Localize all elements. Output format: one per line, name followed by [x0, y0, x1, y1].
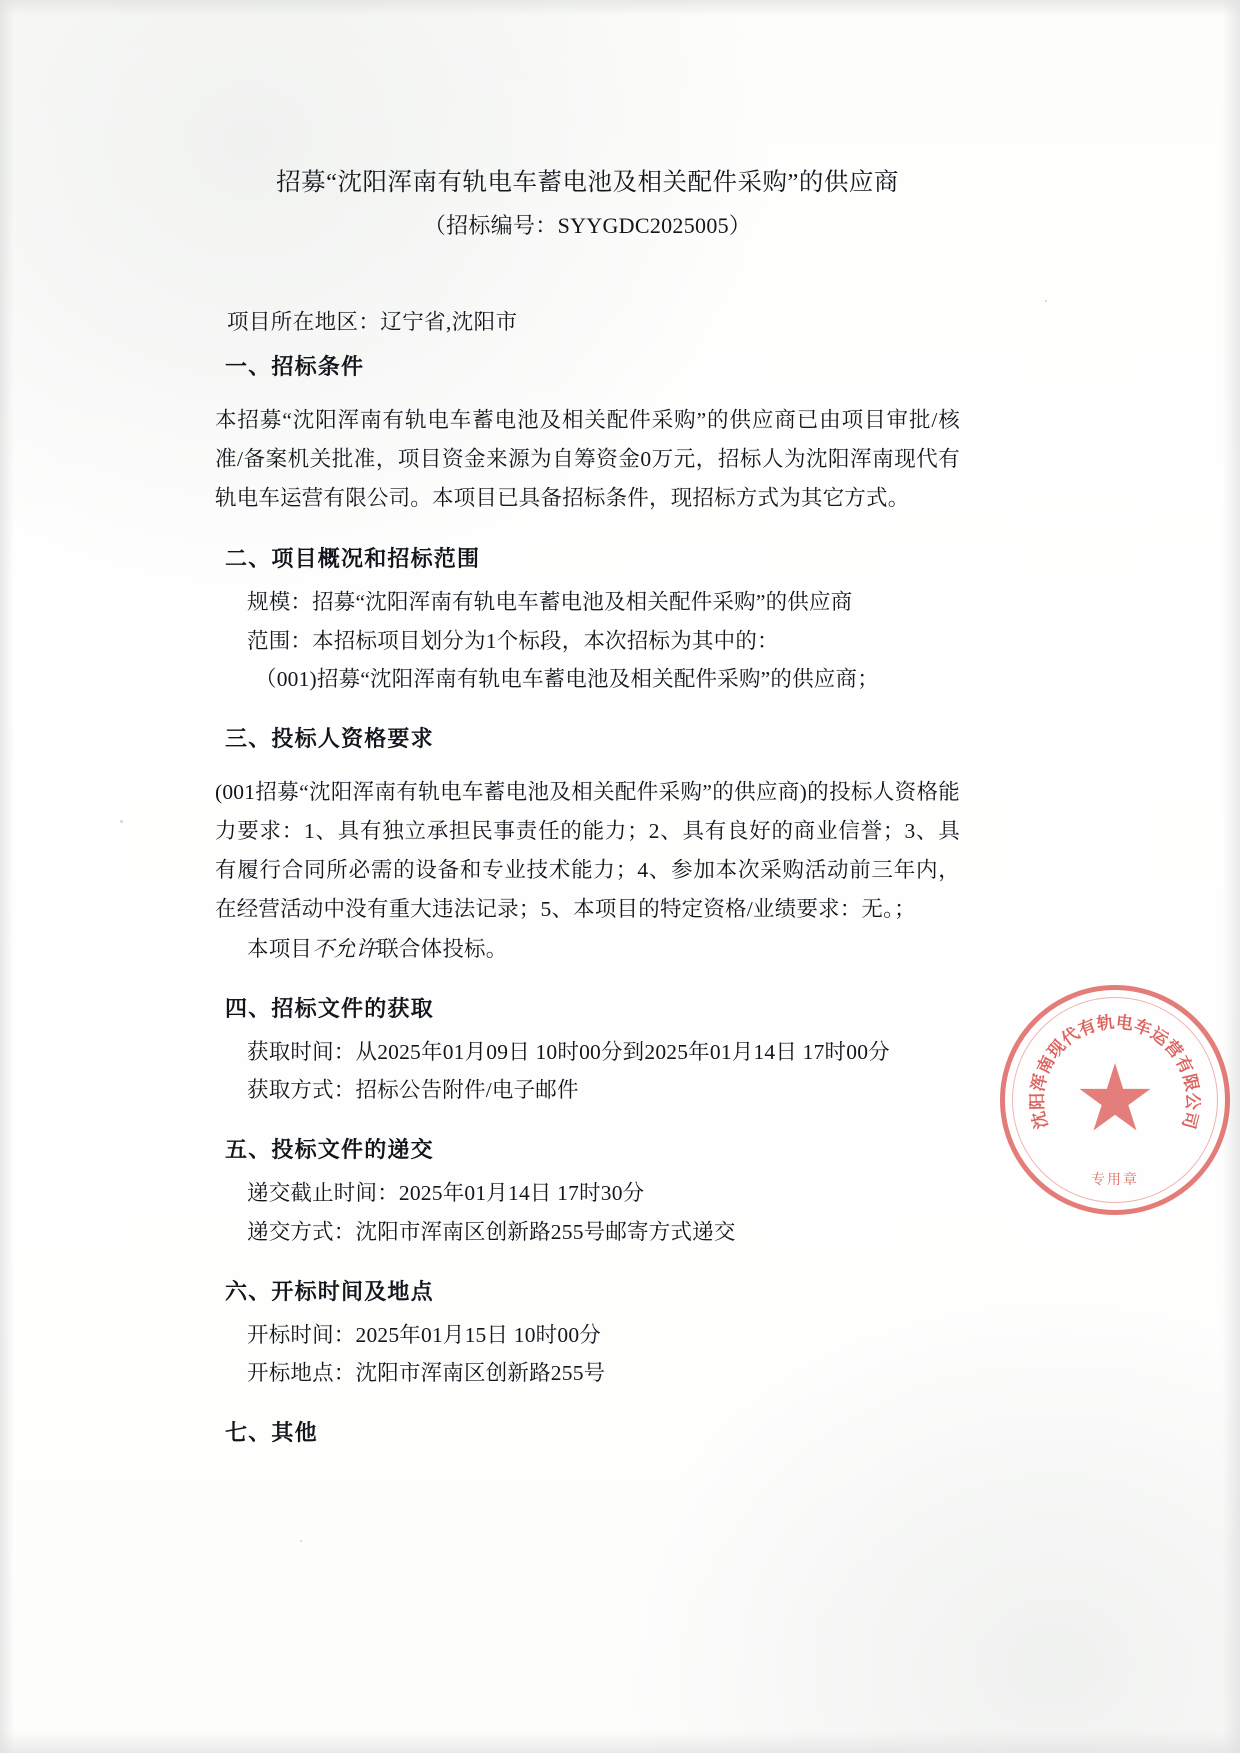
scan-edge-top: [0, 0, 1240, 16]
scope-scale-line: 规模：招募“沈阳浑南有轨电车蓄电池及相关配件采购”的供应商: [247, 590, 853, 615]
document-body: [215, 165, 960, 1447]
opening-place-line: 开标地点：沈阳市浑南区创新路255号: [247, 1361, 606, 1386]
section-heading-1: 一、招标条件: [225, 353, 365, 379]
joint-bid-suffix: 联合体投标。: [377, 936, 508, 961]
seal-inner-ring: [1012, 997, 1218, 1203]
page-title: 招募“沈阳浑南有轨电车蓄电池及相关配件采购”的供应商: [276, 169, 899, 196]
official-seal-stamp: [1000, 985, 1230, 1215]
section-body-1: 本招募“沈阳浑南有轨电车蓄电池及相关配件采购”的供应商已由项目审批/核准/备案机关批准，项目资金来源为自筹资金0万元，招标人为沈阳浑南现代有轨电车运营有限公司。本项目已具备招标条件，现招标方式为其它方式。: [215, 407, 960, 511]
seal-bottom-text: 专用章: [1091, 1171, 1139, 1187]
obtain-method-line: 获取方式：招标公告附件/电子邮件: [247, 1078, 579, 1103]
seal-star-icon: [1078, 1063, 1152, 1137]
section-heading-7: 七、其他: [225, 1420, 318, 1446]
scan-speck: [300, 1540, 302, 1542]
project-region: 项目所在地区：辽宁省,沈阳市: [227, 309, 518, 334]
scan-speck: [1045, 300, 1047, 302]
section-heading-3: 三、投标人资格要求: [225, 726, 434, 752]
seal-arc-text: 沈 阳 浑 南 现 代 有 轨 电 车 运 营 有 限 公 司: [1027, 1012, 1203, 1131]
tender-number: （招标编号：SYYGDC2025005）: [423, 212, 752, 238]
section-heading-4: 四、招标文件的获取: [225, 995, 434, 1021]
scope-range-line: 范围：本招标项目划分为1个标段，本次招标为其中的：: [247, 628, 779, 653]
scan-edge-right: [1222, 0, 1240, 1753]
joint-bid-emphasis: 不允许: [312, 936, 378, 961]
joint-bid-prefix: 本项目: [247, 936, 313, 961]
joint-bid-line: [215, 930, 960, 968]
scan-speck: [120, 820, 123, 823]
opening-time-line: 开标时间：2025年01月15日 10时00分: [247, 1322, 601, 1347]
submission-method-line: 递交方式：沈阳市浑南区创新路255号邮寄方式递交: [247, 1219, 736, 1244]
seal-outer-ring: [1000, 985, 1230, 1215]
scan-edge-left: [0, 0, 14, 1753]
scope-lot-line: （001)招募“沈阳浑南有轨电车蓄电池及相关配件采购”的供应商；: [255, 666, 879, 691]
scan-edge-bottom: [0, 1731, 1240, 1753]
submission-deadline-line: 递交截止时间：2025年01月14日 17时30分: [247, 1181, 645, 1206]
section-heading-5: 五、投标文件的递交: [225, 1137, 434, 1163]
section-body-3: (001招募“沈阳浑南有轨电车蓄电池及相关配件采购”的供应商)的投标人资格能力要求：1、具有独立承担民事责任的能力；2、具有良好的商业信誉；3、具有履行合同所必需的设备和专业技术能力；4、参加本次采购活动前三年内，在经营活动中没有重大违法记录；5、本项目的特定资格/业绩要求：无。；: [215, 780, 960, 922]
obtain-time-line: 获取时间：从2025年01月09日 10时00分到2025年01月14日 17时00分: [247, 1039, 890, 1064]
section-heading-6: 六、开标时间及地点: [225, 1278, 434, 1304]
section-heading-2: 二、项目概况和招标范围: [225, 546, 481, 572]
